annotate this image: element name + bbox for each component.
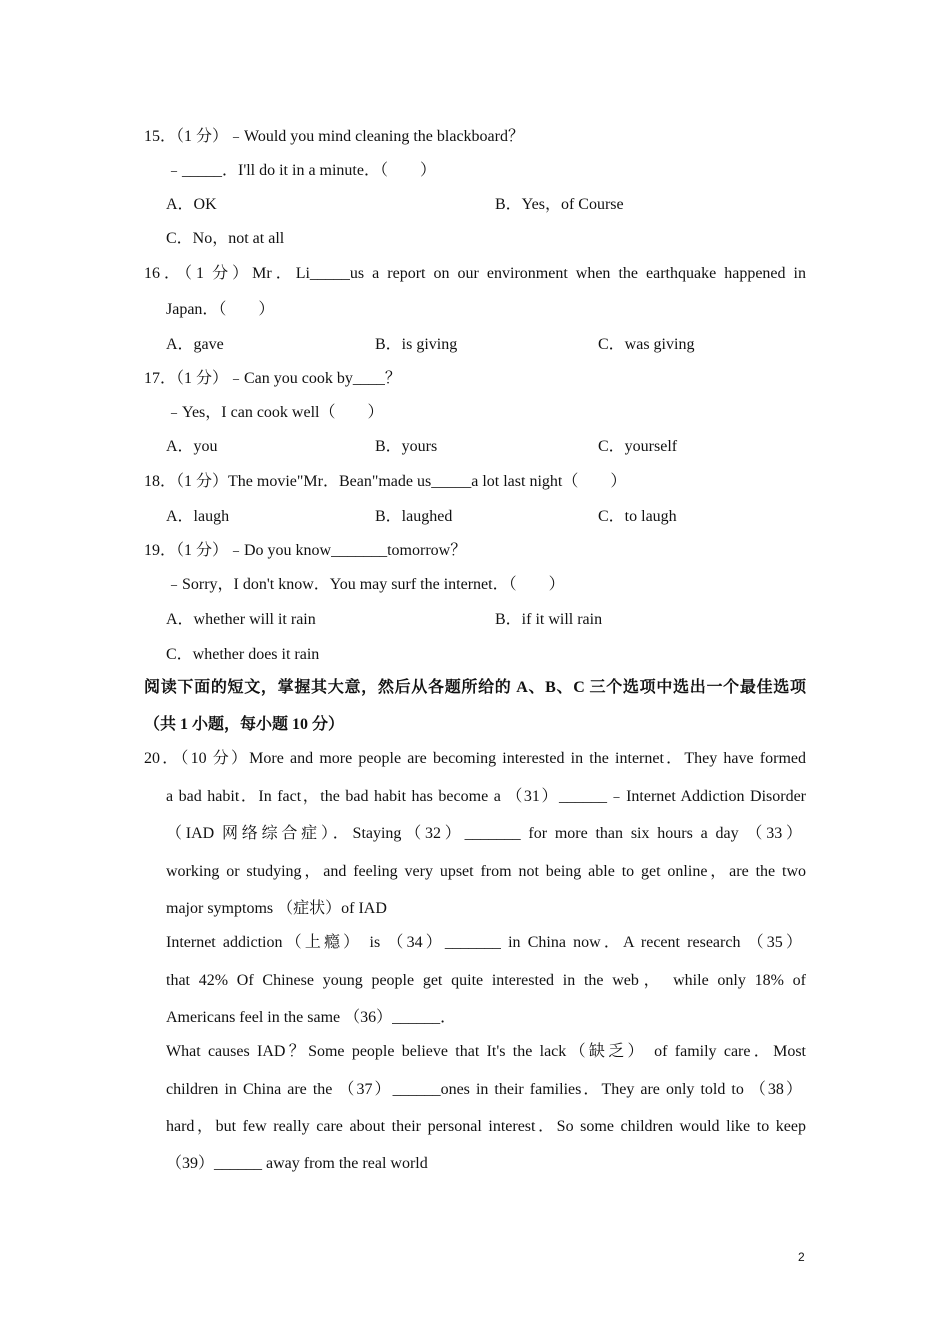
- passage-line: hard，but few really care about their personal interest．So some children would like to keep: [166, 1118, 807, 1135]
- q19-option-b: B．if it will rain: [495, 611, 603, 628]
- passage-line: working or studying，and feeling very upset from not being able to get online，are the two: [166, 863, 806, 880]
- q18-option-a: A．laugh: [166, 508, 230, 525]
- q15-answer-line: ﹣_____．I'll do it in a minute．（ ）: [166, 162, 436, 179]
- passage-line: Internet addiction（上瘾） is （34）_______ in China now．A recent research （35）: [166, 934, 802, 951]
- q18-option-c: C．to laugh: [598, 508, 677, 525]
- q15-option-b: B．Yes，of Course: [495, 196, 624, 213]
- page-number: 2: [798, 1250, 805, 1264]
- section-heading-line1: 阅读下面的短文，掌握其大意，然后从各题所给的 A、B、C 三个选项中选出一个最佳选项: [144, 679, 806, 696]
- passage-line: a bad habit．In fact，the bad habit has become a （31）______﹣Internet Addiction Disorder: [166, 788, 806, 805]
- q15-stem: 15．（1 分）﹣Would you mind cleaning the blackboard？: [144, 128, 524, 145]
- section-heading-line2: （共 1 小题，每小题 10 分）: [144, 716, 345, 733]
- q16-stem: 16．（1 分）Mr．Li_____us a report on our environment when the earthquake happened in: [144, 265, 806, 282]
- passage-line: （IAD 网络综合症）．Staying（32）_______ for more than six hours a day （33）: [166, 825, 802, 842]
- passage-line: major symptoms （症状）of IAD: [166, 900, 387, 917]
- q19-option-c: C．whether does it rain: [166, 646, 320, 663]
- q19-answer-line: ﹣Sorry，I don't know．You may surf the internet．（ ）: [166, 576, 565, 593]
- q17-option-c: C．yourself: [598, 438, 678, 455]
- q19-stem: 19．（1 分）﹣Do you know_______tomorrow？: [144, 542, 467, 559]
- q18-option-b: B．laughed: [375, 508, 453, 525]
- q18-stem: 18．（1 分）The movie"Mr．Bean"made us_____a lot last night（ ）: [144, 473, 627, 490]
- q17-option-b: B．yours: [375, 438, 438, 455]
- q15-option-a: A．OK: [166, 196, 217, 213]
- passage-line: children in China are the （37）______ones in their families．They are only told to （38）: [166, 1081, 802, 1098]
- q16-stem-continued: Japan．（ ）: [166, 301, 275, 318]
- q17-stem: 17．（1 分）﹣Can you cook by____？: [144, 370, 401, 387]
- q17-option-a: A．you: [166, 438, 218, 455]
- passage-line: What causes IAD？Some people believe that It's the lack（缺乏） of family care．Most: [166, 1043, 806, 1060]
- q15-option-c: C．No，not at all: [166, 230, 285, 247]
- passage-line: （39）______ away from the real world: [166, 1155, 428, 1172]
- q16-option-b: B．is giving: [375, 336, 458, 353]
- q17-answer-line: ﹣Yes，I can cook well（ ）: [166, 404, 384, 421]
- passage-line: 20．（10 分）More and more people are becoming interested in the internet．They have formed: [144, 750, 806, 767]
- q16-option-c: C．was giving: [598, 336, 695, 353]
- passage-line: Americans feel in the same （36）______．: [166, 1009, 457, 1026]
- q16-option-a: A．gave: [166, 336, 224, 353]
- q19-option-a: A．whether will it rain: [166, 611, 316, 628]
- passage-line: that 42% Of Chinese young people get quite interested in the web， while only 18% of: [166, 972, 806, 989]
